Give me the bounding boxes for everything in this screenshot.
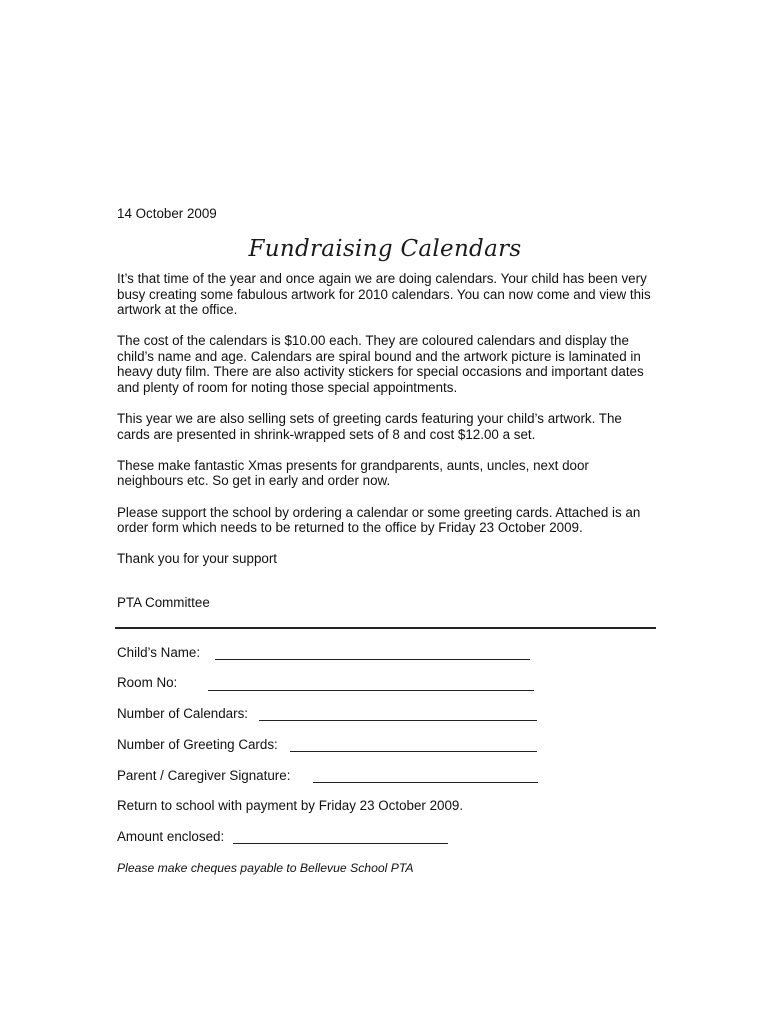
page-title: Fundraising Calendars [248, 236, 522, 262]
divider [115, 627, 656, 629]
paragraph-xmas: These make fantastic Xmas presents for grandparents, aunts, uncles, next door neighbours etc. So get in early and order now. [117, 457, 589, 489]
signature-field[interactable] [313, 782, 538, 783]
paragraph-support: Please support the school by ordering a calendar or some greeting cards. Attached is an order form which needs to be returned to the office by Friday 23 October 2009. [117, 504, 641, 536]
signoff: PTA Committee [117, 595, 210, 610]
num-calendars-label: Number of Calendars: [117, 706, 248, 721]
childs-name-field[interactable] [215, 659, 530, 660]
cheque-note: Please make cheques payable to Bellevue School PTA [117, 861, 414, 875]
letter-date: 14 October 2009 [117, 206, 217, 221]
letter-body [117, 271, 657, 582]
num-cards-label: Number of Greeting Cards: [117, 737, 278, 752]
paragraph-greeting-cards: This year we are also selling sets of greeting cards featuring your child’s artwork. The cards are presented in shrink-wrapped sets of 8 and cost $12.00 a set. [117, 411, 622, 442]
num-cards-field[interactable] [290, 751, 537, 752]
childs-name-label: Child’s Name: [117, 645, 201, 660]
paragraph-thanks: Thank you for your support [117, 551, 278, 567]
paragraph-cost: The cost of the calendars is $10.00 each. They are coloured calendars and display the child’s name and age. Calendars are spiral bound and the artwork picture is laminated in heavy duty film. There are also activity stickers for special occasions and important dates and plenty of room for noting those special appointments. [117, 333, 644, 396]
return-note: Return to school with payment by Friday 23 October 2009. [117, 798, 464, 813]
room-no-label: Room No: [117, 675, 178, 690]
room-no-field[interactable] [208, 690, 534, 691]
amount-field[interactable] [233, 843, 448, 844]
amount-label: Amount enclosed: [117, 829, 225, 844]
signature-label: Parent / Caregiver Signature: [117, 768, 291, 783]
paragraph-intro: It’s that time of the year and once again we are doing calendars. Your child has been very busy creating some fabulous artwork for 2010 calendars. You can now come and view this artwork at the office. [117, 271, 651, 318]
num-calendars-field[interactable] [259, 720, 537, 721]
